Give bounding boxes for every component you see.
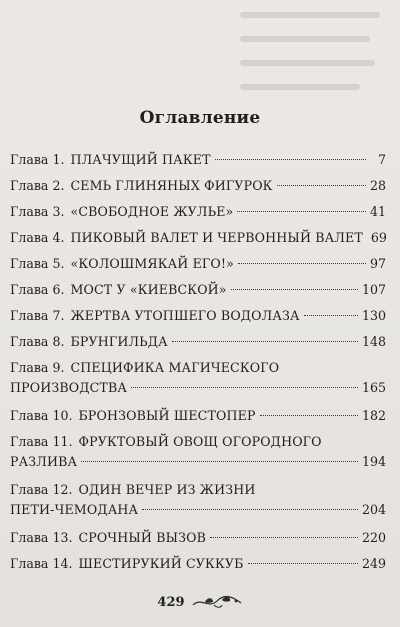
toc-entry [10,176,386,196]
floral-vine-icon [191,593,243,611]
page-footer [0,590,400,614]
toc-entry [10,280,386,300]
toc-entry-line [10,306,386,326]
toc-entry-line [10,452,386,472]
chapter-title: ФРУКТОВЫЙ ОВОЩ ОГОРОДНОГО [78,434,322,449]
toc-entry-line [10,280,386,300]
chapter-label: Глава 2. [10,178,65,193]
toc-entry [10,480,386,520]
toc-entry [10,406,386,426]
toc-entry [10,254,386,274]
toc-entry [10,150,386,170]
toc-entry [10,432,386,472]
chapter-title: ПИКОВЫЙ ВАЛЕТ И ЧЕРВОННЫЙ ВАЛЕТ [70,230,363,245]
dot-leader [260,415,358,416]
table-of-contents [10,150,386,580]
chapter-page-number: 41 [369,204,386,219]
toc-entry [10,228,386,248]
chapter-title: ОДИН ВЕЧЕР ИЗ ЖИЗНИ [78,482,256,497]
dot-leader [215,159,366,160]
chapter-label: Глава 11. [10,434,73,449]
chapter-page-number: 220 [361,530,386,545]
chapter-label: Глава 1. [10,152,65,167]
toc-entry [10,358,386,398]
chapter-page-number: 165 [361,380,386,395]
chapter-page-number: 194 [361,454,386,469]
toc-entry [10,332,386,352]
toc-entry-line [10,554,386,574]
chapter-title: «КОЛОШМЯКАЙ ЕГО!» [70,256,234,271]
dot-leader [172,341,358,342]
bleed-line [240,36,370,42]
chapter-page-number: 204 [361,502,386,517]
chapter-title: ПЕТИ-ЧЕМОДАНА [10,502,139,517]
chapter-label: Глава 7. [10,308,65,323]
bleed-line [240,84,360,90]
chapter-label: Глава 9. [10,360,65,375]
chapter-title: СЕМЬ ГЛИНЯНЫХ ФИГУРОК [70,178,273,193]
dot-leader [238,263,366,264]
page-title: Оглавление [139,108,261,128]
toc-entry-line [10,202,386,222]
toc-entry-line [10,528,386,548]
chapter-label: Глава 10. [10,408,73,423]
chapter-title: ПРОИЗВОДСТВА [10,380,128,395]
dot-leader [237,211,366,212]
dot-leader [248,563,358,564]
chapter-label: Глава 13. [10,530,73,545]
dot-leader [277,185,366,186]
chapter-title: СПЕЦИФИКА МАГИЧЕСКОГО [70,360,280,375]
toc-entry-line [10,228,386,248]
dot-leader [81,461,358,462]
bleed-line [240,60,375,66]
chapter-label: Глава 6. [10,282,65,297]
toc-entry-line [10,176,386,196]
chapter-title: «СВОБОДНОЕ ЖУЛЬЕ» [70,204,234,219]
toc-entry-line [10,480,386,500]
chapter-label: Глава 12. [10,482,73,497]
previous-page-bleed-through [0,0,400,100]
dot-leader [304,315,358,316]
chapter-label: Глава 5. [10,256,65,271]
dot-leader [231,289,358,290]
chapter-title: ЖЕРТВА УТОПШЕГО ВОДОЛАЗА [70,308,300,323]
chapter-label: Глава 8. [10,334,65,349]
toc-entry [10,306,386,326]
page-number: 429 [157,594,185,610]
toc-entry [10,528,386,548]
chapter-title: МОСТ У «КИЕВСКОЙ» [70,282,227,297]
chapter-title: БРУНГИЛЬДА [70,334,168,349]
chapter-title: РАЗЛИВА [10,454,78,469]
toc-entry-line [10,500,386,520]
chapter-page-number: 7 [377,152,386,167]
toc-entry [10,554,386,574]
chapter-page-number: 107 [361,282,386,297]
toc-entry-line [10,254,386,274]
chapter-title: ШЕСТИРУКИЙ СУККУБ [78,556,244,571]
chapter-label: Глава 14. [10,556,73,571]
chapter-page-number: 249 [361,556,386,571]
bleed-line [240,12,380,18]
chapter-title: СРОЧНЫЙ ВЫЗОВ [78,530,207,545]
chapter-page-number: 130 [361,308,386,323]
toc-entry-line [10,150,386,170]
dot-leader [210,537,358,538]
chapter-page-number: 97 [369,256,386,271]
chapter-title: ПЛАЧУЩИЙ ПАКЕТ [70,152,211,167]
chapter-page-number: 182 [361,408,386,423]
dot-leader [142,509,358,510]
chapter-page-number: 28 [369,178,386,193]
chapter-page-number: 69 [370,230,387,245]
toc-entry-line [10,406,386,426]
toc-entry-line [10,358,386,378]
chapter-title: БРОНЗОВЫЙ ШЕСТОПЕР [78,408,256,423]
toc-entry-line [10,432,386,452]
toc-entry-line [10,332,386,352]
chapter-page-number: 148 [361,334,386,349]
toc-entry-line [10,378,386,398]
chapter-label: Глава 3. [10,204,65,219]
chapter-label: Глава 4. [10,230,65,245]
toc-entry [10,202,386,222]
dot-leader [131,387,358,388]
